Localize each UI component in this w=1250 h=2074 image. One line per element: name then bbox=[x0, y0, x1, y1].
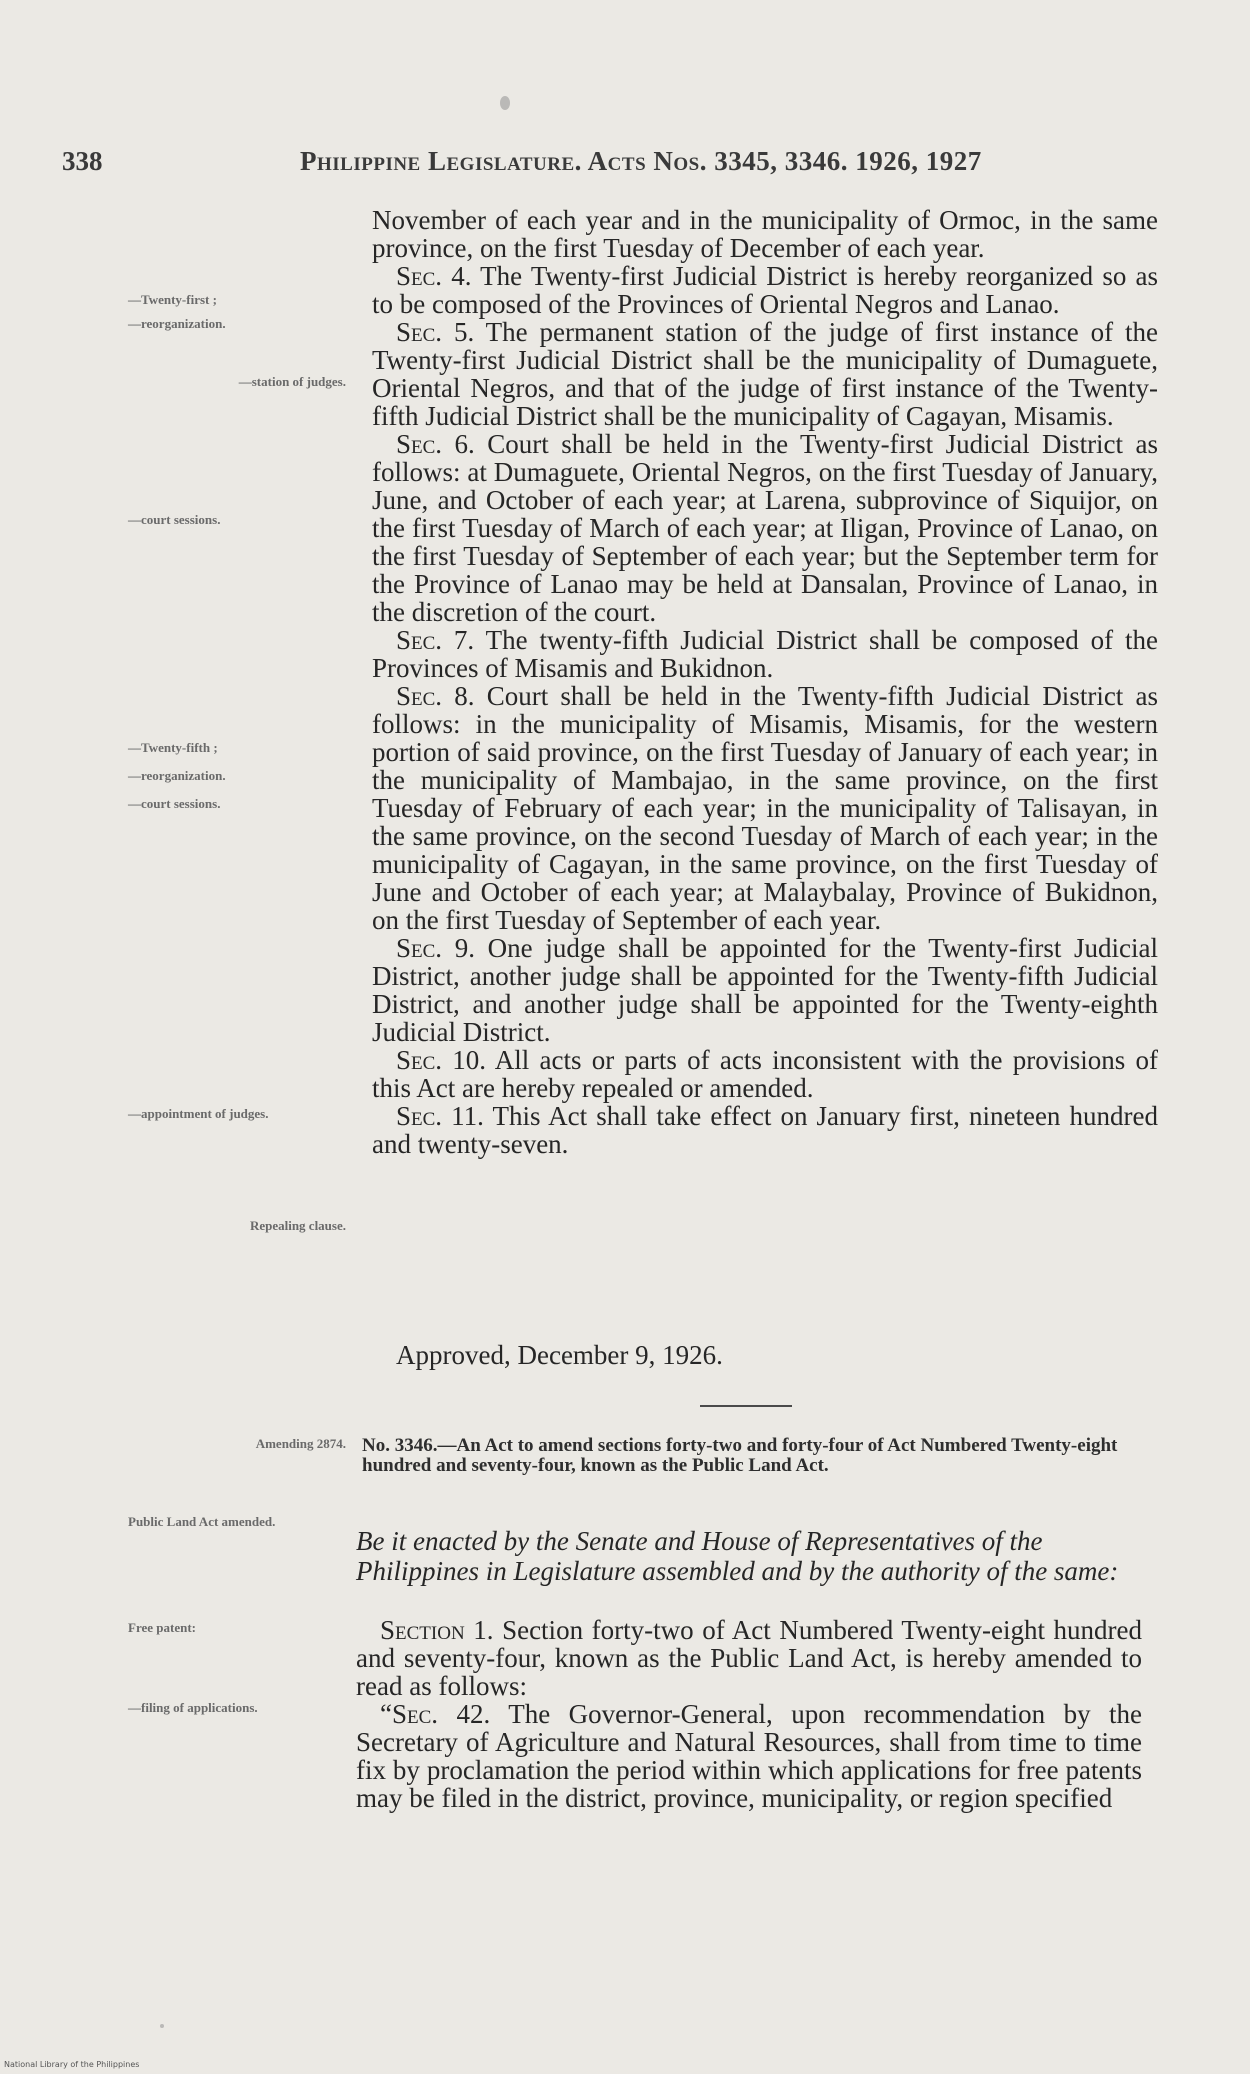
sec-text: The permanent station of the judge of first instance of the Twenty-first Judicial District shall be the municipality of Dumaguete, Oriental Negros, and that of the judge of first instance of the Twenty-fifth Judicial District shall be the municipality of Cagayan, Misamis. bbox=[372, 317, 1158, 431]
margin-note-reorganization-2: —reorganization. bbox=[128, 768, 226, 783]
sec-label: Section 1. bbox=[380, 1615, 494, 1645]
sec-label: Sec. 8. bbox=[396, 681, 475, 711]
scan-credit: National Library of the Philippines bbox=[4, 2060, 140, 2069]
margin-note-reorganization: —reorganization. bbox=[128, 316, 226, 331]
sec-text: One judge shall be appointed for the Twenty-first Judicial District, another judge shall be appointed for the Twenty-fifth Judicial District, and another judge shall be appointed for the Twenty-eighth Judicial District. bbox=[372, 933, 1159, 1047]
sec-text: The Twenty-first Judicial District is hereby reorganized so as to be composed of the Provinces of Oriental Negros and Lanao. bbox=[372, 261, 1158, 319]
margin-note-court-sessions: —court sessions. bbox=[128, 512, 221, 527]
section-divider bbox=[700, 1405, 792, 1407]
margin-note-free-patent: Free patent: bbox=[128, 1620, 196, 1635]
running-title: Philippine Legislature. Acts Nos. 3345, 3346. 1926, 1927 bbox=[300, 146, 982, 176]
sec-label: Sec. 9. bbox=[396, 933, 475, 963]
section-9 bbox=[372, 934, 1158, 1046]
scan-smudge bbox=[500, 96, 510, 110]
sec-label: Sec. 4. bbox=[396, 261, 472, 291]
paragraph-intro: November of each year and in the municipality of Ormoc, in the same province, on the first Tuesday of December of each year. bbox=[372, 205, 1158, 263]
margin-note-amending-2874: Amending 2874. bbox=[255, 1436, 346, 1451]
margin-note-twenty-fifth: —Twenty-fifth ; bbox=[128, 740, 218, 755]
enacting-clause: Be it enacted by the Senate and House of Representatives of the Philippines in Legislature assembled and by the authority of the same: bbox=[356, 1526, 1119, 1586]
section-10 bbox=[372, 1046, 1158, 1102]
body-text bbox=[372, 206, 1158, 1158]
act-3346-body bbox=[356, 1616, 1142, 1812]
margin-note-filing-of-applications: —filing of applications. bbox=[128, 1700, 258, 1715]
sec-text: This Act shall take effect on January first, nineteen hundred and twenty-seven. bbox=[372, 1101, 1159, 1159]
margin-note-public-land-act: Public Land Act amended. bbox=[128, 1514, 276, 1529]
scan-speck bbox=[160, 2024, 164, 2028]
sec-label: Sec. 11. bbox=[396, 1101, 484, 1131]
act-number: No. 3346. bbox=[362, 1435, 438, 1456]
section-8 bbox=[372, 682, 1158, 934]
act-title-text: —An Act to amend sections forty-two and forty-four of Act Numbered Twenty-eight hundred and seventy-four, known as the Public Land Act. bbox=[362, 1435, 1118, 1476]
sec-text: All acts or parts of acts inconsistent with the provisions of this Act are hereby repealed or amended. bbox=[372, 1045, 1159, 1103]
sec-text: Court shall be held in the Twenty-fifth Judicial District as follows: in the municipality of Misamis, Misamis, for the western portion of said province, on the first Tuesday of January of each year; in the municipality of Mambajao, in the same province, on the first Tuesday of February of each year; in the municipality of Talisayan, in the same province, on the second Tuesday of March of each year; in the municipality of Cagayan, in the same province, on the first Tuesday of June and October of each year; at Malaybalay, Province of Bukidnon, on the first Tuesday of September of each year. bbox=[372, 681, 1158, 935]
sec-label: Sec. 6. bbox=[396, 429, 475, 459]
sec-text: Section forty-two of Act Numbered Twenty-eight hundred and seventy-four, known as the Public Land Act, is hereby amended to read as follows: bbox=[356, 1615, 1142, 1701]
section-11 bbox=[372, 1102, 1158, 1158]
sec-label: Sec. 10. bbox=[396, 1045, 487, 1075]
act-3346-title bbox=[362, 1436, 1142, 1476]
running-header bbox=[62, 146, 1162, 186]
approved-date: Approved, December 9, 1926. bbox=[396, 1340, 723, 1370]
sec-label: Sec. 7. bbox=[396, 625, 475, 655]
margin-note-repealing-clause: Repealing clause. bbox=[249, 1218, 346, 1233]
margin-note-twenty-first: —Twenty-first ; bbox=[128, 292, 217, 307]
sec-text: The twenty-fifth Judicial District shall be composed of the Provinces of Misamis and Bukidnon. bbox=[372, 625, 1158, 683]
sec-label: Sec. 5. bbox=[396, 317, 475, 347]
sec-label: “Sec. 42. bbox=[380, 1699, 491, 1729]
sec-text: The Governor-General, upon recommendation by the Secretary of Agriculture and Natural Resources, shall from time to time fix by proclamation the period within which applications for free patents may be filed in the district, province, municipality, or region specified bbox=[356, 1699, 1143, 1813]
section-1 bbox=[356, 1616, 1142, 1700]
section-7 bbox=[372, 626, 1158, 682]
page-number: 338 bbox=[62, 146, 103, 176]
margin-note-court-sessions-2: —court sessions. bbox=[128, 796, 221, 811]
margin-note-appointment-of-judges: —appointment of judges. bbox=[128, 1106, 269, 1121]
section-6 bbox=[372, 430, 1158, 626]
section-5 bbox=[372, 318, 1158, 430]
margin-note-station-of-judges: —station of judges. bbox=[238, 374, 346, 389]
section-4 bbox=[372, 262, 1158, 318]
sec-text: Court shall be held in the Twenty-first Judicial District as follows: at Dumaguete, Oriental Negros, on the first Tuesday of January, June, and October of each year; at Larena, subprovince of Siquijor, on the first Tuesday of March of each year; at Iligan, Province of Lanao, on the first Tuesday of September of each year; but the September term for the Province of Lanao may be held at Dansalan, Province of Lanao, in the discretion of the court. bbox=[372, 429, 1159, 627]
section-42 bbox=[356, 1700, 1142, 1812]
